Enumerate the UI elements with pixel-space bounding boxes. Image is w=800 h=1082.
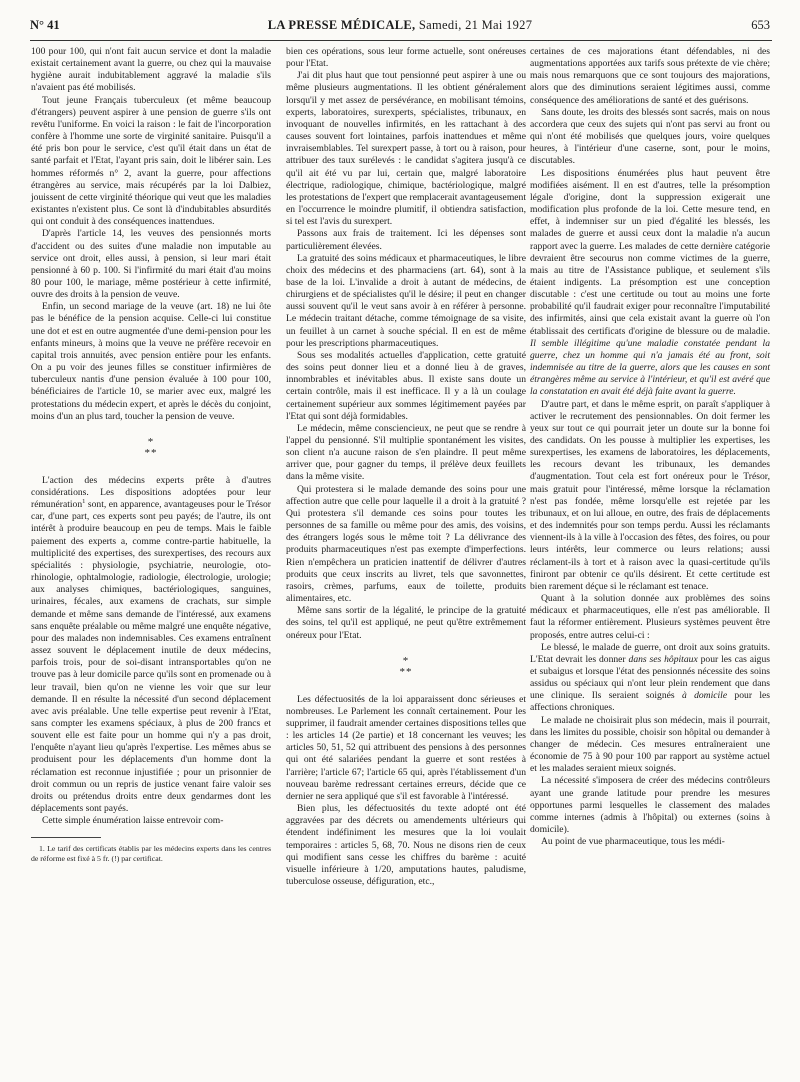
paragraph: Les défectuosités de la loi apparaissent donc sérieuses et nombreuses. Le Parlement les connaît certainement. Pour les supprimer, il faudrait amender certaines dispositions telles que : les articles 14 (2e partie) et 18 concernant les veuves; les articles 50, 51, 52 qui attribuent des pensions à des personnes qui ont été salariées pendant la guerre et sont restées à l'arrière; l'article 67; l'article 65 qui, après l'établissement d'un nouveau barème redressant certaines erreurs, décide que ce dernier ne sera appliqué que s'il est favorable à l'intéressé. xyxy=(286,693,526,802)
paragraph: Quant à la solution donnée aux problèmes des soins médicaux et pharmaceutiques, elle n'est pas améliorable. Il faut la réformer entièrement. Plusieurs systèmes peuvent être proposés, entre autres celui-ci : xyxy=(530,593,770,641)
paragraph: Qui protestera si le malade demande des soins pour une affection autre que celle pour laquelle il a droit à la gratuité ? Qui protestera s'il demande ces soins pour toutes les personnes de sa famille ou même pour des amis, des voisins, des étrangers logés sous le même toit ? La délivrance des produits pharmaceutiques n'est pas exempte d'imperfections. Rien n'empêchera un praticien inattentif de délivrer d'autres produits que ceux inscrits au livret, tels que savonnettes, rasoirs, crèmes, parfums, eaux de toilette, produits alimentaires, etc. xyxy=(286,483,526,605)
section-separator xyxy=(286,656,526,678)
paragraph: Le médecin, même consciencieux, ne peut que se rendre à l'appel du pensionné. S'il multiplie spontanément les visites, son client n'a aucune raison de s'en plaindre. Il peut même arriver que, pour gagner du temps, il prélève deux feuillets dans la même visite. xyxy=(286,422,526,483)
header-rule xyxy=(30,40,772,41)
paragraph-text: pour les affections chroniques. xyxy=(530,690,770,714)
paragraph: Même sans sortir de la légalité, le principe de la gratuité des soins, tel qu'il est appliqué, ne peut qu'être extrêmement onéreux pour l'Etat. xyxy=(286,605,526,641)
paragraph: Sans doute, les droits des blessés sont sacrés, mais on nous accordera que ceux des sujets qui n'ont pas servi au front ou qui n'ont été mobilisés que quelques jours, voire quelques heures, à l'intérieur d'une caserne, sont, pour le moins, discutables. xyxy=(530,106,770,167)
asterism-bottom: ** xyxy=(144,446,158,459)
paragraph: Enfin, un second mariage de la veuve (art. 18) ne lui ôte pas le bénéfice de la pension acquise. Celle-ci lui constitue une dot et est en outre augmentée d'une demi-pension pour les enfants mineurs, à moins que la veuve ne préfère recevoir en capital trois annuités, avec pension entière pour les enfants. On a pu voir des jeunes filles se constituer infirmières de tuberculeux nantis d'une pension évaluée à 100 pour 100, bénéficiaires de l'article 10, se marier avec eux, malgré les protestations du médecin expert, et après le décès du conjoint, moins d'un an plus tard, toucher la pension de veuve. xyxy=(31,301,271,422)
paragraph: certaines de ces majorations étant défendables, ni des augmentations apportées aux tarifs sous prétexte de vie chère; mais nous remarquons que ce sont toujours des majorations, alors que des diminutions seraient légitimes aussi, comme conséquence des améliorations de santé et des guérisons. xyxy=(530,46,770,106)
asterism-top: * xyxy=(147,435,155,448)
journal-title-line xyxy=(30,18,770,33)
paragraph: Tout jeune Français tuberculeux (et même beaucoup d'étrangers) peuvent aspirer à une pension de guerre s'ils ont revêtu l'uniforme. En voici la raison : le fait de l'incorporation confère à l'homme une sorte de virginité sanitaire. Puisqu'il a été pris bon pour le service, c'est qu'il était dans un état de santé parfait et l'Etat, l'ayant pris sain, doit le libérer sain. Les hommes réformés n° 2, avant la guerre, pour affections étrangères au service, mais récupérés par la loi Dalbiez, jouissent de cette virginité théorique qui veut que les maladies existantes n'existent plus. Ce sont là d'indubitables absurdités qui ont conduit à des conséquences inattendues. xyxy=(31,94,271,228)
footnote-text: 1. Le tarif des certificats établis par les médecins experts dans les centres de réforme est fixé à 5 fr. (!) par certificat. xyxy=(31,844,271,863)
italic-phrase: dans ses hôpitaux xyxy=(628,653,698,665)
paragraph xyxy=(530,642,770,715)
paragraph xyxy=(530,168,770,399)
paragraph-text: sont, en apparence, avantageuses pour le Trésor car, d'une part, ces experts sont peu payés; de l'autre, ils ont intérêt à produire beaucoup en peu de temps. Mais le faible paiement des experts a, comme contre-partie habituelle, la multiplicité des expertises, des surexpertises, des recours aux spécialités : physiologie, psychiatrie, neurologie, oto-rhinologie, ophtalmologie, radiologie, électrologie, urologie; aux analyses chimiques, bactériologiques, sanguines, urinaires, fécales, aux examens de crachats, sur simple demande et même sans demande de l'intéressé, aux examens sans enquête préalable ou même malgré une enquête négative, pour des malades non indemnisables. Ces examens entraînent assez souvent le déplacement inutile de deux médecins, parfois trois, pour de soi-disant intransportables qu'on ne trouve pas à leur domicile parce qu'ils sont en promenade ou à leur travail, bien qu'on ne vienne les voir que sur leur demande. Il en résulte la nécessité d'un second déplacement avec avis préalable. Une telle expertise peut revenir à l'Etat, sans compter les examens spéciaux, à plus de 200 francs et souvent elle est faite pour un homme qui n'y a pas droit, l'enquête n'ayant lieu qu'après l'expertise. Les mêmes abus se produisent pour les déplacements d'un homme dont la réclamation est reconnue injustifiée ; pour un prisonnier de droit commun ou un repris de justice venant faire valoir ses droits ou prétendus droits entre deux gendarmes dont les déplacements sont payés. xyxy=(31,499,271,815)
paragraph: Passons aux frais de traitement. Ici les dépenses sont particulièrement élevées. xyxy=(286,228,526,252)
paragraph-text: Le blessé, le malade de guerre, ont droit aux soins gratuits. L'Etat devrait les donner xyxy=(530,641,770,665)
paragraph: Le malade ne choisirait plus son médecin, mais il pourrait, dans les limites du possible, choisir son hôpital ou demander à changer de médecin. Ces mesures entraîneraient une économie de 75 à 90 pour 100 par rapport au système actuel et les malades seraient mieux soignés. xyxy=(530,714,770,775)
issue-number: N° 41 xyxy=(30,18,60,32)
column-right xyxy=(530,46,770,848)
page-number: 653 xyxy=(751,18,770,32)
footnote xyxy=(31,844,271,863)
paragraph: Au point de vue pharmaceutique, tous les médi- xyxy=(541,836,725,848)
paragraph: 100 pour 100, qui n'ont fait aucun service et dont la maladie existait certainement avant la guerre, ou chez qui la mauvaise hygiène aurait indubitablement aggravé la maladie s'ils n'avaient pas été mobilisés. xyxy=(31,46,271,94)
paragraph: Cette simple énumération laisse entrevoir com- xyxy=(42,815,224,827)
paragraph-text: L'action des médecins experts prête à d'autres considérations. Les dispositions adoptées pour leur rémunération xyxy=(31,474,271,511)
italic-passage: Il semble illégitime qu'une maladie constatée pendant la guerre, chez un homme qui n'a jamais été au front, soit indemnisée au titre de la guerre, alors que les causes en sont étrangères même au service à l'intérieur, et qu'il est avéré que la constatation en avait été déjà faite avant la guerre. xyxy=(530,337,770,398)
footnote-ref[interactable]: 1 xyxy=(82,497,86,505)
footnote-rule xyxy=(31,837,101,838)
asterism-bottom: ** xyxy=(399,665,413,678)
paragraph: J'ai dit plus haut que tout pensionné peut aspirer à une ou même plusieurs augmentations. Il les obtient généralement lorsqu'il y met assez de persévérance, en mobilisant témoins, experts, laboratoires, surexperts, spécialistes, tribunaux, en invoquant de nouvelles infirmités, en les rattachant à des causes souvent fort lointaines, parfois inattendues et même invraisemblables. Tel surexpert passe, à tort ou à raison, pour attribuer des taux surélevés : le candidat s'agitera jusqu'à ce qu'il ait été vu par lui, certain que, malgré laboratoire électrique, radiologique, chimique, bactériologique, malgré les protestations de l'expert que remplacerait avantageusement en l'occurrence le moindre plumitif, il obtiendra satisfaction, si tel est l'avis du surexpert. xyxy=(286,70,526,228)
paragraph-text: pour les cas aigus et subaigus et lorsque l'état des pensionnés nécessite des soins assidus ou spéciaux qui n'ont leur plein rendement que dans une clinique. Ils seraient soignés xyxy=(530,653,770,702)
asterism-top: * xyxy=(402,654,410,667)
issue-date: Samedi, 21 Mai 1927 xyxy=(418,18,533,32)
italic-phrase: à domicile xyxy=(681,690,728,702)
journal-title: LA PRESSE MÉDICALE, xyxy=(267,18,416,32)
paragraph: La nécessité s'imposera de créer des médecins contrôleurs ayant une grande latitude pour prendre les mesures opportunes parmi lesquelles le classement des malades comme internes (admis à l'hôpital) ou externes (soins à domicile). xyxy=(530,775,770,835)
running-header xyxy=(30,16,770,36)
column-middle xyxy=(286,46,526,888)
paragraph: D'après l'article 14, les veuves des pensionnés morts d'accident ou des suites d'une maladie non imputable au service ont droit, elles aussi, à pension, si leur mari était pensionné à 60 p. 100. Si l'infirmité du mari était d'au moins 80 pour 100, le mariage, même postérieur à cette infirmité, ouvre des droits à la pension de veuve. xyxy=(31,228,271,301)
paragraph: La gratuité des soins médicaux et pharmaceutiques, le libre choix des médecins et des pharmaciens (art. 64), sont à la base de la loi. L'invalide a droit à autant de médecins, de chirurgiens et de spécialistes qu'il le désire; il peut en changer aussi souvent qu'il le veut sans avoir à en référer à personne. Le médecin traitant détache, comme témoignage de sa visite, un feuillet à un carnet à souche spécial. Il en est de même pour les prescriptions pharmaceutiques. xyxy=(286,252,526,349)
column-left xyxy=(31,46,271,864)
paragraph: D'autre part, et dans le même esprit, on paraît s'appliquer à activer le recrutement des pensionnables. On doit fermer les yeux sur tout ce qui pourrait jeter un doute sur la bonne foi des candidats. On les pousse à multiplier les expertises, les surexpertises, les examens de laboratoires, les déplacements, les recours devant les tribunaux, les demandes d'augmentation. Tout cela est fort onéreux pour le Trésor, mais gratuit pour l'intéressé, même lorsque la réclamation n'est pas fondée, même lorsqu'elle est rejetée par les tribunaux, et on lui alloue, en outre, des frais de déplacements et des indemnités pour son temps perdu. Aussi les réclamants viennent-ils à la ville à l'occasion des fêtes, des foires, ou pour leurs intérêts, leur commerce ou leurs relations; aussi réclament-ils à tort et à raison avec la quasi-certitude qu'ils finiront par obtenir ce qu'ils désirent. Et cette certitude est bien rarement déçue si le réclamant est tenace. xyxy=(530,398,770,592)
paragraph xyxy=(31,475,271,815)
section-separator xyxy=(31,437,271,459)
paragraph: Sous ses modalités actuelles d'application, cette gratuité des soins peut donner lieu et a donné lieu à de graves, innombrables et inévitables abus. Il existe sans doute un certain contrôle, mais il est inefficace. Il y a là un coulage certainement supérieur aux sommes légitimement payées par l'Etat qui sont déjà formidables. xyxy=(286,349,526,422)
paragraph-text: Les dispositions énumérées plus haut peuvent être modifiées aisément. Il en est d'autres, telle la présomption légale d'origine, dont la suppression exigerait une modification plus profonde de la loi. Cette mesure tend, en effet, à indemniser sur un pied d'égalité les blessés, les malades de guerre et aussi ceux dont la maladie n'a aucun rapport avec la guerre. Les malades de cette dernière catégorie devraient être secourus non comme victimes de la guerre, mais au titre de l'Assistance publique, et seulement s'ils étaient indigents. La présomption est une conception discutable : c'est une certitude ou tout au moins une forte probabilité qu'il faudrait exiger pour reconnaître l'imputabilité des infirmités, ainsi que cela existait avant la guerre où l'on établissait des certificats d'origine de blessure ou de maladie. xyxy=(530,167,770,337)
paragraph: bien ces opérations, sous leur forme actuelle, sont onéreuses pour l'Etat. xyxy=(286,46,526,70)
paragraph: Bien plus, les défectuosités du texte adopté ont été aggravées par des décrets ou amendements ultérieurs qui étendent indéfiniment les mesures que la loi voulait temporaires : articles 5, 68, 70. Nous ne disons rien de ceux qui modifient sans cesse les chiffres du barème : acuité visuelle inférieure à 1/20, amputations hautes, paludisme, tuberculose osseuse, défiguration, etc., xyxy=(286,803,526,887)
